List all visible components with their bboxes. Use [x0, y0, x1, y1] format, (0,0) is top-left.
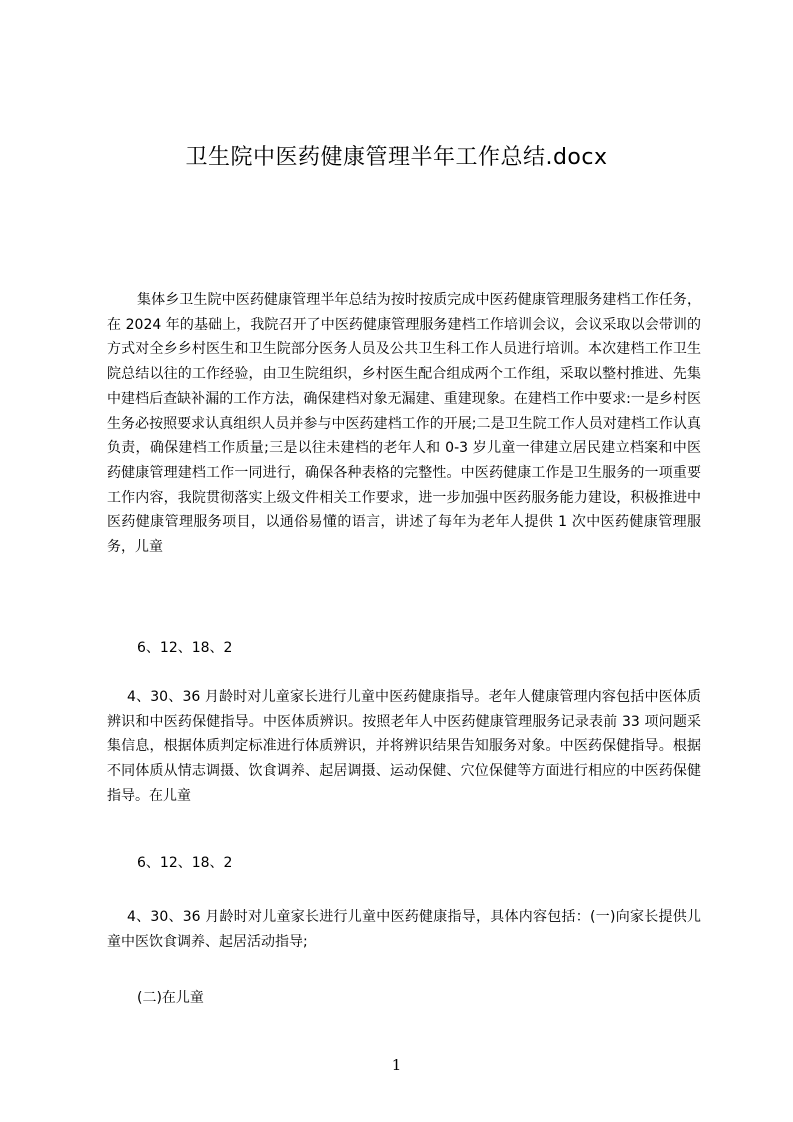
paragraph-child-guidance: 4、30、36 月龄时对儿童家长进行儿童中医药健康指导，具体内容包括：(一)向家长提供儿童中医饮食调养、起居活动指导;	[107, 909, 701, 950]
page-number: 1	[391, 1056, 402, 1074]
paragraph-child-item: (二)在儿童	[137, 990, 204, 1006]
paragraph-month-list: 6、12、18、2	[137, 640, 233, 656]
paragraph-intro: 集体乡卫生院中医药健康管理半年总结为按时按质完成中医药健康管理服务建档工作任务，在 2024 年的基础上，我院召开了中医药健康管理服务建档工作培训会议，会议采取以会带训的方式对全乡乡村医生和卫生院部分医务人员及公共卫生科工作人员进行培训。本次建档工作卫生院总结以往的工作经验，由卫生院组织，乡村医生配合组成两个工作组，采取以整村推进、先集中建档后查缺补漏的工作方法，确保建档对象无漏建、重建现象。在建档工作中要求:一是乡村医生务必按照要求认真组织人员并参与中医药建档工作的开展;二是卫生院工作人员对建档工作认真负责，确保建档工作质量;三是以往未建档的老年人和 0-3 岁儿童一律建立居民建立档案和中医药健康管理建档工作一同进行，确保各种表格的完整性。中医药健康工作是卫生服务的一项重要工作内容，我院贯彻落实上级文件相关工作要求，进一步加强中医药服务能力建设，积极推进中医药健康管理服务项目，以通俗易懂的语言，讲述了每年为老年人提供 1 次中医药健康管理服务，儿童	[107, 292, 701, 556]
paragraph-elderly-guidance: 4、30、36 月龄时对儿童家长进行儿童中医药健康指导。老年人健康管理内容包括中医体质辨识和中医药保健指导。中医体质辨识。按照老年人中医药健康管理服务记录表前 33 项问题采集信息，根据体质判定标准进行体质辨识，并将辨识结果告知服务对象。中医药保健指导。根据不同体质从情志调摄、饮食调养、起居调摄、运动保健、穴位保健等方面进行相应的中医药保健指导。在儿童	[107, 689, 701, 804]
paragraph-month-list: 6、12、18、2	[137, 855, 233, 871]
document-title: 卫生院中医药健康管理半年工作总结.docx	[185, 145, 608, 170]
